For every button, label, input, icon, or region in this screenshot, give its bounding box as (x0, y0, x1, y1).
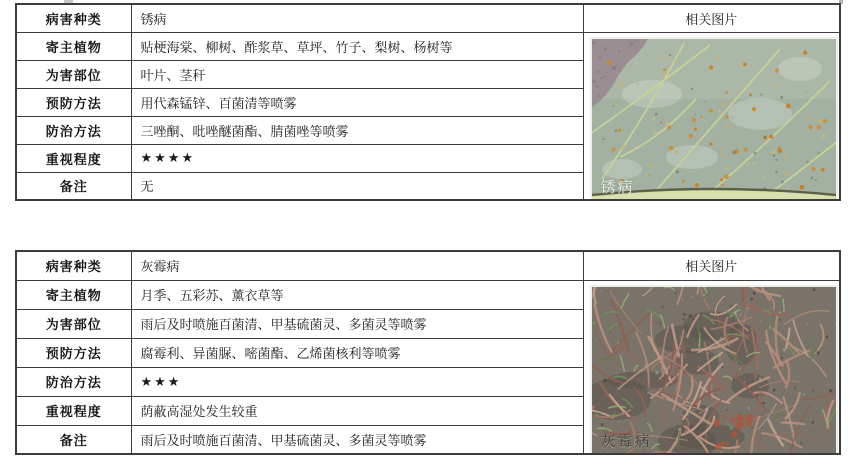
row-label: 寄主植物 (16, 280, 131, 309)
row-label: 预防方法 (16, 88, 131, 116)
related-image-cell (583, 280, 840, 454)
gray-mold-photo (590, 285, 838, 455)
row-value: 月季、五彩苏、薰衣草等 (131, 280, 583, 309)
table-row (16, 280, 840, 309)
row-label: 备注 (16, 425, 131, 454)
row-label: 寄主植物 (16, 32, 131, 60)
row-label: 病害种类 (16, 251, 131, 280)
row-label: 为害部位 (16, 309, 131, 338)
photo-caption: 锈病 (600, 179, 635, 196)
related-images-header: 相关图片 (583, 251, 840, 280)
row-value: 用代森锰锌、百菌清等喷雾 (131, 88, 583, 116)
importance-stars: ★★★ (131, 367, 583, 396)
table-row (16, 251, 840, 280)
row-value: 贴梗海棠、柳树、酢浆草、草坪、竹子、梨树、杨树等 (131, 32, 583, 60)
photo-caption: 灰霉病 (600, 433, 652, 450)
disease-table-gray-mold (15, 250, 841, 455)
row-value: 雨后及时喷施百菌清、甲基硫菌灵、多菌灵等喷雾 (131, 309, 583, 338)
row-label: 防治方法 (16, 116, 131, 144)
row-value: 锈病 (131, 4, 583, 32)
row-value: 三唑酮、吡唑醚菌酯、腈菌唑等喷雾 (131, 116, 583, 144)
row-value: 腐霉利、异菌脲、嘧菌酯、乙烯菌核利等喷雾 (131, 338, 583, 367)
row-value: 荫蔽高湿处发生较重 (131, 396, 583, 425)
row-value: 雨后及时喷施百菌清、甲基硫菌灵、多菌灵等喷雾 (131, 425, 583, 454)
row-label: 重视程度 (16, 396, 131, 425)
row-value: 灰霉病 (131, 251, 583, 280)
related-image-cell (583, 32, 840, 200)
row-label: 防治方法 (16, 367, 131, 396)
importance-stars: ★★★★ (131, 144, 583, 172)
disease-table-rust (15, 3, 841, 201)
row-value: 无 (131, 172, 583, 200)
row-label: 为害部位 (16, 60, 131, 88)
row-value: 叶片、茎秆 (131, 60, 583, 88)
row-label: 预防方法 (16, 338, 131, 367)
related-images-header: 相关图片 (583, 4, 840, 32)
table-row (16, 32, 840, 60)
row-label: 重视程度 (16, 144, 131, 172)
row-label: 病害种类 (16, 4, 131, 32)
table-row (16, 4, 840, 32)
rust-disease-photo (590, 37, 838, 201)
row-label: 备注 (16, 172, 131, 200)
